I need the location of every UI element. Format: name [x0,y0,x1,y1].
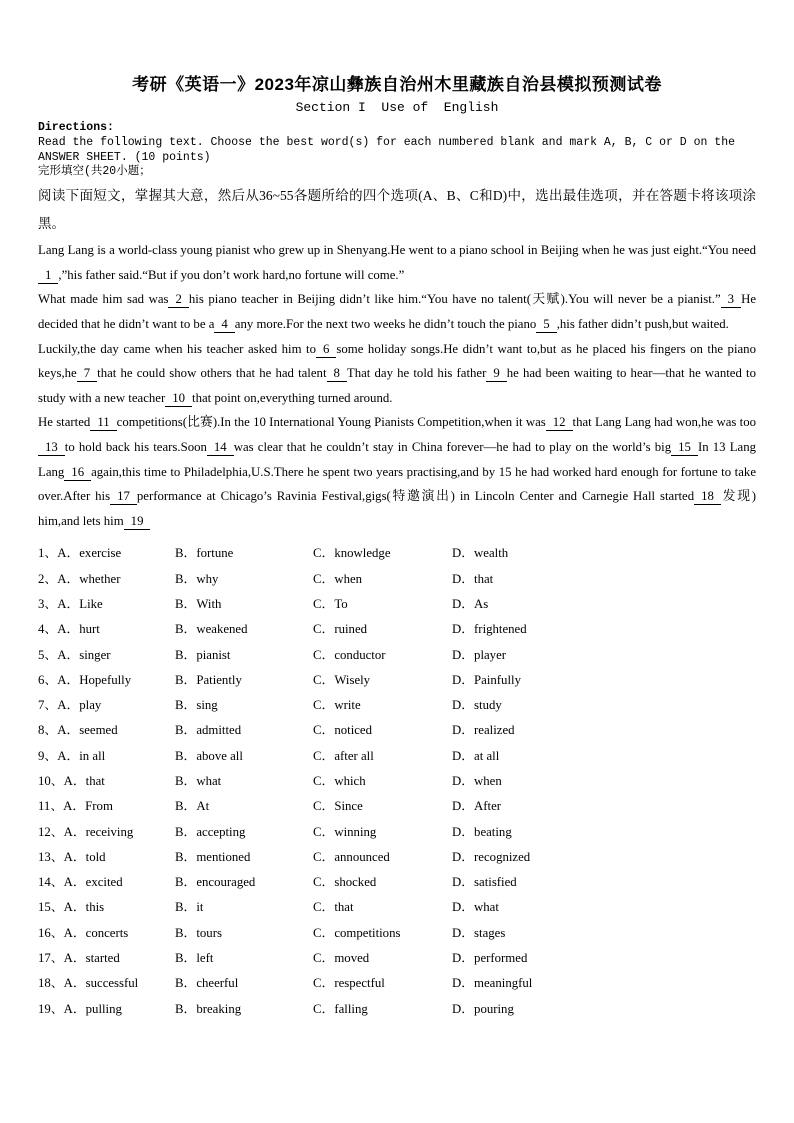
question-number: 11、 [38,799,64,814]
option-text: falling [334,1001,368,1016]
option-letter: A． [57,622,80,637]
option-letter: C． [313,698,335,713]
cloze-blank: 3 [721,292,741,308]
option-letter: D． [452,596,475,611]
question-number: 3、 [38,596,58,611]
option-cell [452,718,756,743]
option-letter: C． [313,900,335,915]
option-cell [452,769,756,794]
option-text: To [334,596,348,611]
option-cell [175,643,313,668]
question-number: 14、 [38,875,64,890]
directions-line: Read the following text. Choose the best word(s) for each numbered blank and mark A, B, C or D on the [38,135,736,149]
option-cell [175,794,313,819]
option-text: Since [334,799,363,814]
option-text: shocked [334,875,377,890]
option-letter: B． [175,596,197,611]
option-text: pouring [474,1001,514,1016]
option-cell [38,820,175,845]
option-cell [38,946,175,971]
option-cell [175,541,313,566]
option-letter: C． [313,976,335,991]
passage-paragraph: Lang Lang is a world-class young pianist who grew up in Shenyang.He went to a piano school in Beijing when he was just eight.“You need1 ,”his father said.“But if you don’t work hard,no fortune will come.” [38,243,756,282]
cloze-blank: 9 [486,366,506,382]
option-cell [452,971,756,996]
option-cell [175,617,313,642]
option-text: announced [334,849,390,864]
option-cell [313,769,452,794]
option-cell [313,617,452,642]
option-text: told [85,849,106,864]
option-text: satisfied [474,875,517,890]
option-cell [452,668,756,693]
cloze-blank: 13 [38,440,65,456]
question-number: 7、 [38,698,58,713]
question-number: 19、 [38,1001,64,1016]
option-cell [175,567,313,592]
section-heading: Section I Use of English [295,100,499,115]
question-row [38,845,756,870]
option-text: beating [474,824,512,839]
option-cell [452,997,756,1022]
option-letter: A． [63,925,86,940]
option-text: pulling [85,1001,122,1016]
option-text: mentioned [196,849,251,864]
option-cell [452,567,756,592]
cloze-blank: 1 [38,268,58,284]
option-cell [175,744,313,769]
cloze-blank: 6 [316,342,336,358]
option-cell [452,541,756,566]
option-text: whether [79,571,121,586]
option-text: From [85,799,113,814]
option-cell [175,769,313,794]
option-text: fortune [196,546,234,561]
option-text: moved [334,951,370,966]
option-cell [313,895,452,920]
option-text: Like [79,596,103,611]
option-letter: D． [452,672,475,687]
option-cell [452,592,756,617]
option-cell [38,541,175,566]
option-text: why [196,571,219,586]
option-letter: B． [175,1001,197,1016]
option-cell [313,592,452,617]
question-number: 12、 [38,824,64,839]
option-text: hurt [79,622,100,637]
option-text: competitions [334,925,401,940]
cloze-blank: 15 [671,440,698,456]
question-row [38,718,756,743]
option-text: weakened [196,622,248,637]
question-number: 6、 [38,672,58,687]
cloze-blank: 4 [214,317,234,333]
option-cell [313,693,452,718]
option-cell [38,845,175,870]
option-letter: A． [63,1001,86,1016]
option-letter: B． [175,849,197,864]
option-cell [313,541,452,566]
cloze-blank: 2 [168,292,188,308]
option-text: At [196,799,210,814]
question-row [38,643,756,668]
option-letter: A． [57,723,80,738]
option-text: Wisely [334,672,371,687]
option-letter: A． [57,672,80,687]
cloze-blank: 8 [327,366,347,382]
option-cell [313,845,452,870]
option-letter: C． [313,925,335,940]
option-cell [313,567,452,592]
option-letter: A． [57,748,80,763]
cloze-blank: 16 [64,465,91,481]
option-text: conductor [334,647,386,662]
option-text: that [474,571,494,586]
cloze-blank: 5 [536,317,556,333]
option-cell [38,921,175,946]
option-letter: D． [452,698,475,713]
option-cell [452,693,756,718]
option-cell [452,794,756,819]
option-letter: C． [313,824,335,839]
exam-title: 考研《英语一》2023年凉山彝族自治州木里藏族自治县模拟预测试卷 [132,75,662,94]
option-letter: B． [175,799,197,814]
question-row [38,870,756,895]
question-number: 8、 [38,723,58,738]
option-text: stages [474,925,506,940]
option-cell [38,870,175,895]
option-letter: C． [313,773,335,788]
option-letter: C． [313,647,335,662]
question-row [38,794,756,819]
option-text: Patiently [196,672,242,687]
option-cell [313,971,452,996]
question-row [38,946,756,971]
option-text: write [334,698,361,713]
option-cell [175,845,313,870]
option-text: cheerful [196,976,239,991]
question-row [38,617,756,642]
option-letter: B． [175,546,197,561]
question-number: 17、 [38,951,64,966]
option-letter: B． [175,900,197,915]
option-letter: B． [175,723,197,738]
option-text: After [474,799,502,814]
option-text: wealth [474,546,509,561]
option-text: tours [196,925,222,940]
option-cell [313,946,452,971]
option-cell [38,997,175,1022]
option-cell [38,617,175,642]
cloze-blank: 12 [546,415,573,431]
option-letter: B． [175,976,197,991]
options-list [38,541,756,1022]
question-number: 13、 [38,849,64,864]
option-letter: B． [175,622,197,637]
option-letter: D． [452,1001,475,1016]
option-letter: C． [313,951,335,966]
option-cell [38,718,175,743]
question-number: 15、 [38,900,64,915]
option-cell [452,820,756,845]
option-letter: A． [57,571,80,586]
question-number: 10、 [38,773,64,788]
option-cell [452,870,756,895]
option-text: With [196,596,222,611]
option-text: study [474,698,502,713]
option-cell [452,845,756,870]
question-row [38,820,756,845]
option-cell [452,895,756,920]
option-text: noticed [334,723,373,738]
cloze-blank: 17 [110,489,137,505]
option-cell [38,643,175,668]
option-text: at all [474,748,500,763]
option-letter: A． [57,647,80,662]
option-cell [452,946,756,971]
option-letter: C． [313,875,335,890]
option-letter: C． [313,1001,335,1016]
option-letter: B． [175,647,197,662]
option-text: left [196,951,214,966]
option-text: started [85,951,120,966]
option-text: frightened [474,622,527,637]
option-text: ruined [334,622,368,637]
option-letter: B． [175,824,197,839]
option-text: what [196,773,222,788]
option-letter: D． [452,875,475,890]
passage-paragraph: What made him sad was 2 his piano teacher in Beijing didn’t like him.“You have no talent(天赋).You will never be a pianist.” 3 He decided that he didn’t want to be a 4 any more.For the next two weeks he didn’t touch the piano 5 ,his father didn’t push,but waited. [38,292,756,331]
option-text: what [474,900,499,915]
option-letter: D． [452,824,475,839]
option-cell [175,592,313,617]
option-text: performed [474,951,528,966]
option-text: encouraged [196,875,256,890]
chinese-instructions: 阅读下面短文，掌握其大意，然后从36~55各题所给的四个选项(A、B、C和D)中，选出最佳选项，并在答题卡将该项涂黑。 [38,188,756,232]
option-letter: C． [313,849,335,864]
question-number: 18、 [38,976,64,991]
question-row [38,921,756,946]
option-letter: C． [313,596,335,611]
option-letter: A． [63,773,86,788]
option-letter: A． [63,849,86,864]
question-row [38,541,756,566]
option-text: that [334,900,354,915]
option-letter: B． [175,951,197,966]
option-cell [175,997,313,1022]
option-text: winning [334,824,377,839]
option-text: excited [85,875,123,890]
option-cell [313,794,452,819]
option-cell [452,744,756,769]
question-number: 1、 [38,546,58,561]
option-cell [175,895,313,920]
option-letter: D． [452,976,475,991]
option-text: successful [85,976,139,991]
option-text: when [474,773,502,788]
option-cell [175,870,313,895]
option-text: play [79,698,102,713]
option-cell [175,971,313,996]
question-number: 2、 [38,571,58,586]
directions-line: 完形填空(共20小题； [38,165,151,179]
option-text: which [334,773,366,788]
directions-line: ANSWER SHEET. (10 points) [38,150,211,164]
option-cell [38,567,175,592]
option-text: that [85,773,105,788]
option-cell [452,617,756,642]
option-letter: A． [63,875,86,890]
option-letter: D． [452,799,475,814]
question-row [38,997,756,1022]
option-text: seemed [79,723,118,738]
option-cell [38,794,175,819]
option-letter: A． [57,546,80,561]
question-row [38,769,756,794]
question-row [38,567,756,592]
option-text: respectful [334,976,385,991]
option-cell [175,820,313,845]
option-letter: A． [63,799,86,814]
option-text: singer [79,647,111,662]
option-cell [38,744,175,769]
option-letter: B． [175,875,197,890]
question-row [38,895,756,920]
question-number: 4、 [38,622,58,637]
option-cell [313,643,452,668]
option-letter: C． [313,748,335,763]
option-text: exercise [79,546,122,561]
option-text: recognized [474,849,531,864]
option-letter: C． [313,723,335,738]
option-letter: B． [175,698,197,713]
option-cell [38,668,175,693]
option-cell [38,693,175,718]
option-cell [313,668,452,693]
question-number: 9、 [38,748,58,763]
option-cell [313,718,452,743]
option-letter: D． [452,849,475,864]
option-letter: A． [63,976,86,991]
option-letter: D． [452,647,475,662]
question-row [38,668,756,693]
option-text: when [334,571,363,586]
option-cell [313,744,452,769]
option-text: above all [196,748,243,763]
question-row [38,744,756,769]
question-number: 16、 [38,925,64,940]
option-cell [38,592,175,617]
cloze-blank: 7 [77,366,97,382]
option-letter: B． [175,773,197,788]
option-text: after all [334,748,374,763]
option-letter: C． [313,546,335,561]
option-text: sing [196,698,218,713]
cloze-blank: 18 [694,489,721,505]
option-text: it [196,900,204,915]
option-cell [175,921,313,946]
option-letter: D． [452,748,475,763]
option-text: admitted [196,723,242,738]
passage-paragraph: Luckily,the day came when his teacher asked him to 6 some holiday songs.He didn’t want to,but as he placed his fingers on the piano keys,he 7 that he could show others that he had talent 8 That day he told his father 9 he had been waiting to hear—that he wanted to study with a new teacher 10 that point on,everything turned around. [38,341,756,405]
option-text: receiving [85,824,134,839]
option-letter: D． [452,546,475,561]
option-text: Hopefully [79,672,132,687]
option-letter: D． [452,773,475,788]
option-letter: D． [452,622,475,637]
option-letter: C． [313,799,335,814]
cloze-blank: 11 [90,415,116,431]
option-letter: A． [63,900,86,915]
option-text: knowledge [334,546,391,561]
option-letter: D． [452,900,475,915]
option-letter: C． [313,571,335,586]
option-text: breaking [196,1001,242,1016]
option-cell [313,870,452,895]
option-cell [313,997,452,1022]
option-letter: A． [57,698,80,713]
option-cell [452,643,756,668]
option-cell [38,895,175,920]
question-row [38,693,756,718]
cloze-blank: 19 [124,514,151,530]
option-letter: B． [175,571,197,586]
option-cell [175,718,313,743]
option-text: realized [474,723,515,738]
option-text: As [474,596,489,611]
option-letter: D． [452,723,475,738]
option-text: in all [79,748,106,763]
question-row [38,592,756,617]
option-cell [38,769,175,794]
option-letter: D． [452,925,475,940]
option-letter: C． [313,622,335,637]
option-letter: B． [175,672,197,687]
option-text: concerts [85,925,129,940]
option-text: this [85,900,105,915]
option-letter: B． [175,748,197,763]
passage-paragraph: He started 11 competitions(比赛).In the 10 International Young Pianists Competition,when it was 12 that Lang Lang had won,he was too13 to hold back his tears.Soon 14 was clear that he couldn’t stay in China forever—he had to play on the world’s big 15 In 13 Lang Lang 16 again,this time to Philadelphia,U.S.There he spent two years practising,and by 15 he had worked hard enough for fortune to take over.After his 17 performance at Chicago’s Ravinia Festival,gigs(特邀演出) in Lincoln Center and Carnegie Hall started 18 发现) him,and lets him 19 [38,415,757,528]
option-letter: D． [452,571,475,586]
option-letter: D． [452,951,475,966]
option-letter: C． [313,672,335,687]
option-letter: B． [175,925,197,940]
option-cell [313,921,452,946]
cloze-blank: 10 [165,391,192,407]
directions-label: Directions: [38,121,114,134]
option-text: meaningful [474,976,533,991]
option-cell [313,820,452,845]
option-text: player [474,647,507,662]
option-letter: A． [57,596,80,611]
option-cell [38,971,175,996]
option-text: pianist [196,647,231,662]
question-number: 5、 [38,647,58,662]
option-text: Painfully [474,672,521,687]
option-cell [175,693,313,718]
option-cell [175,668,313,693]
option-letter: A． [63,951,86,966]
cloze-passage [38,238,756,533]
cloze-blank: 14 [207,440,234,456]
option-cell [175,946,313,971]
option-text: accepting [196,824,246,839]
directions-block [38,121,756,180]
option-cell [452,921,756,946]
question-row [38,971,756,996]
option-letter: A． [63,824,86,839]
